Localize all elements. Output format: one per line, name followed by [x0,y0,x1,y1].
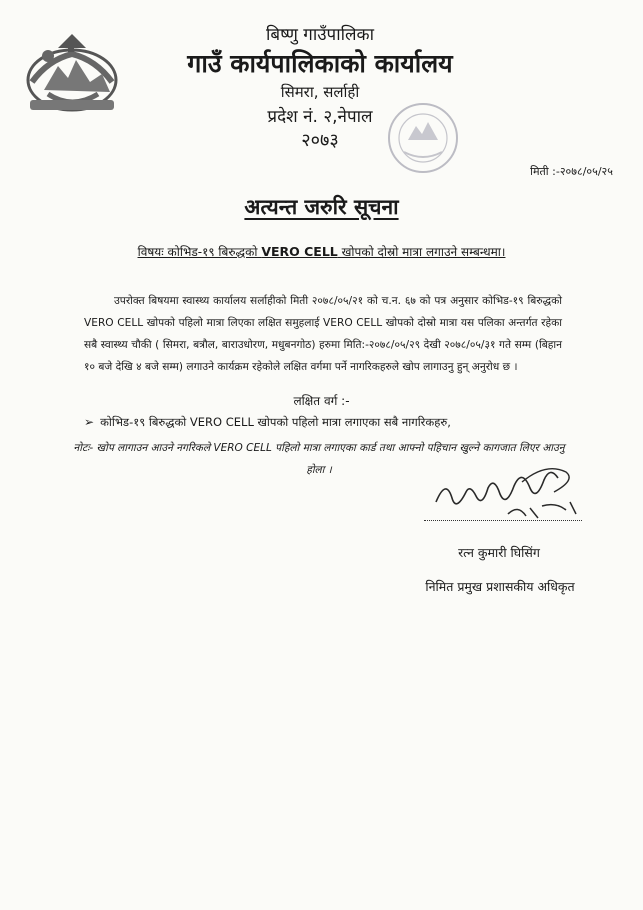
notice-title: अत्यन्त जरुरि सूचना [244,195,399,219]
targets-heading: लक्षित वर्ग :- [293,394,350,408]
subject-prefix: विषयः कोभिड-१९ बिरुद्धको [137,245,258,259]
signatory-name: रत्न कुमारी घिसिंग [458,545,540,560]
subject-suffix: खोपको दोस्रो मात्रा लगाउने सम्बन्धमा। [341,245,506,259]
office-location: सिमरा, सर्लाही [280,83,360,101]
signature-line [424,520,582,521]
province-line: प्रदेश नं. २,नेपाल [267,107,373,127]
notice-subject [138,245,506,259]
target-bullet-item [84,415,451,430]
municipality-name: बिष्णु गाउँपालिका [265,25,374,45]
notice-date: मिती :-२०७८/०५/२५ [530,165,613,178]
subject-vaccine: VERO CELL [261,244,338,259]
notice-subject-row [0,241,643,260]
notice-note: नोटः- खोप लागाउन आउने नगरिकले VERO CELL पहिलो मात्रा लगाएका कार्ड तथा आफ्नो पहिचान खुल्ने कागजात लिएर आउनु होला । [73,442,565,476]
notice-body: उपरोक्त बिषयमा स्वास्थ्य कार्यालय सर्लाहीको मिती २०७८/०५/२१ को च.न. ६७ को पत्र अनुसार कोभिड-१९ बिरुद्धको VERO CELL खोपको पहिलो मात्रा लिएका लक्षित समुहलाई VERO CELL खोपको दोस्रो मात्रा यस पलिका अन्तर्गत रहेका सबै स्वास्थ्य चौकी ( सिमरा, बत्रौल, बाराउधोरण, मधुबनगोठ) हरुमा मिति:-२०७८/०५/२९ देखी २०७८/०५/३१ गते सम्म (बिहान १० बजे देखि ४ बजे सम्म) लगाउने कार्यक्रम रहेकोले लक्षित वर्गमा पर्ने नागरिकहरुले खोप लागाउनु हुन् अनुरोध छ । [84,295,562,373]
nepal-emblem-logo [18,30,126,118]
signatory-designation: निमित प्रमुख प्रशासकीय अधिकृत [425,579,575,594]
established-year: २०७३ [301,130,339,151]
arrow-bullet-icon: ➢ [84,415,95,429]
notice-title-row [0,193,643,221]
target-bullet-text: कोभिड-१९ बिरुद्धको VERO CELL खोपको पहिलो मात्रा लगाएका सबै नागरिकहरु, [100,415,451,429]
office-name: गाउँ कार्यपालिकाको कार्यालय [187,49,453,78]
